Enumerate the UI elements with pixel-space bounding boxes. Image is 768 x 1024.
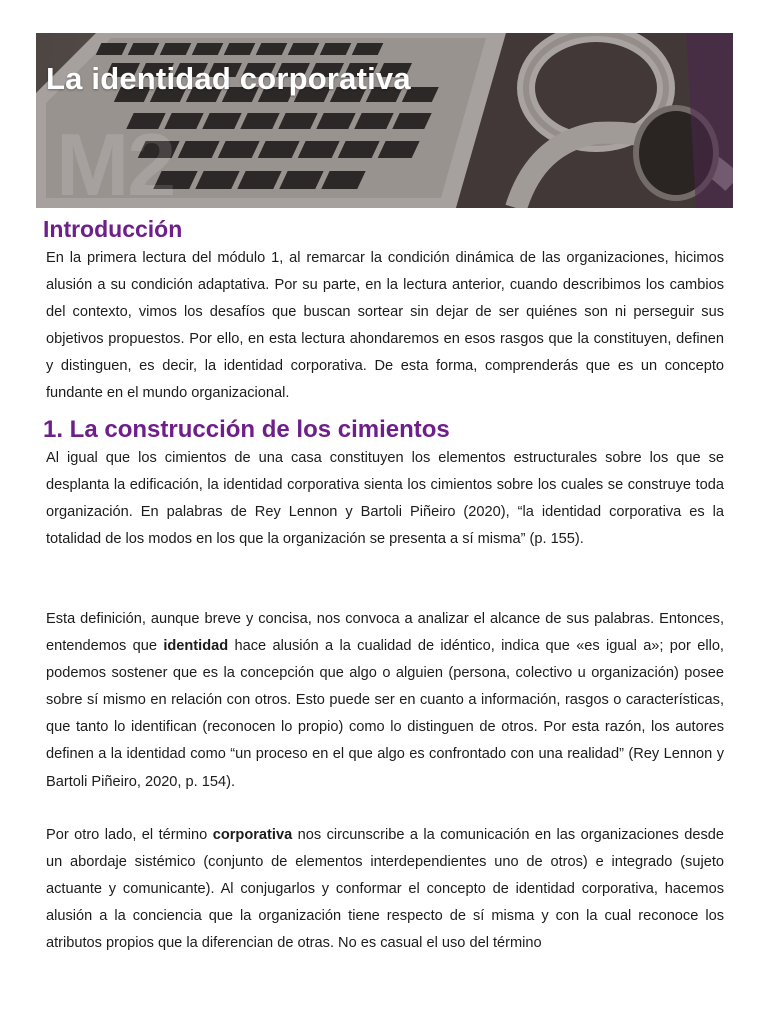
paragraph-text: hace alusión a la cualidad de idéntico, indica que «es igual a»; por ello, podemos sostener que es la concepción que algo o alguien (persona, colectivo u organización) posee sobre sí mismo en relación con otros. Esto puede ser en cuanto a información, rasgos o características, que tanto lo identifican (reconocen lo propio) como lo distinguen de otros. Por esta razón, los autores definen a la identidad como “un proceso en el que algo es confrontado con una realidad” (Rey Lennon y Bartoli Piñeiro, 2020, p. 154). — [46, 638, 724, 790]
section-1-paragraph-2 — [46, 606, 724, 796]
paragraph-text: Esta definición, aunque breve y concisa, nos convoca a analizar el alcance de sus palabras. Entonces, entendemos que — [46, 611, 724, 655]
header-banner — [36, 33, 733, 208]
section-1-heading: 1. La construcción de los cimientos — [43, 416, 450, 443]
section-1-paragraph-1: Al igual que los cimientos de una casa constituyen los elementos estructurales sobre los que se desplanta la edificación, la identidad corporativa sienta los cimientos sobre los cuales se construye toda organización. En palabras de Rey Lennon y Bartoli Piñeiro (2020), “la identidad corporativa es la totalidad de los modos en los que la organización se presenta a sí misma” (p. 155). — [46, 450, 724, 548]
section-1-paragraph-3 — [46, 822, 724, 962]
term-identidad: identidad — [163, 638, 229, 655]
intro-heading: Introducción — [43, 216, 183, 242]
paragraph-text: nos circunscribe a la comunicación en las organizaciones desde un abordaje sistémico (conjunto de elementos interdependientes uno de otros) e integrado (sujeto actuante y comunicante). Al conjugarlos y conformar el concepto de identidad corporativa, hacemos alusión a la conciencia que la organización tiene respecto de sí misma y con la cual reconoce los atributos propios que la diferencian de otras. No es casual el uso del término — [46, 827, 724, 952]
term-corporativa: corporativa — [212, 827, 293, 843]
intro-paragraph: En la primera lectura del módulo 1, al remarcar la condición dinámica de las organizaciones, hicimos alusión a su condición adaptativa. Por su parte, en la lectura anterior, cuando describimos los cambios del contexto, vimos los desafíos que buscan sortear sin dejar de ser quiénes son ni perseguir sus objetivos propuestos. Por ello, en esta lectura ahondaremos en esos rasgos que la constituyen, definen y distinguen, es decir, la identidad corporativa. De esta forma, comprenderás que es un concepto fundante en el mundo organizacional. — [46, 250, 724, 402]
paragraph-text: Por otro lado, el término — [46, 827, 213, 843]
module-watermark: M2 — [56, 115, 175, 208]
page-title: La identidad corporativa — [46, 61, 411, 96]
